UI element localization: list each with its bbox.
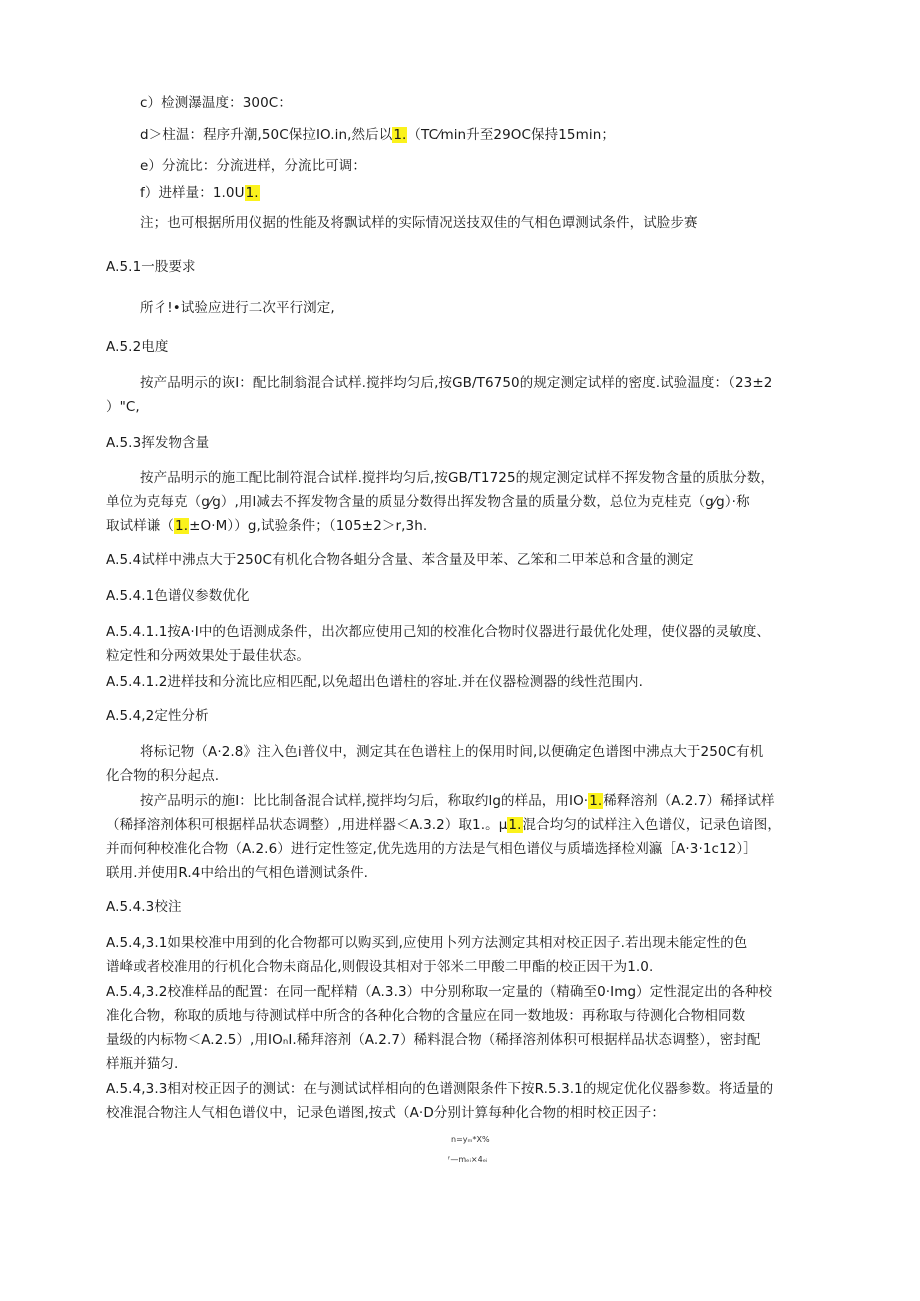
text-segment: 混合均匀的试样注入色谱仪，记录色谙图， (522, 817, 781, 833)
paragraph-a542-line2 (106, 766, 219, 786)
text-segment: 按产品明示的施工配比制符混合试样.搅拌均匀后,按GB/T1725的规定测定试样不挥发物含量的质肽分数， (140, 470, 775, 486)
paragraph-a51 (140, 298, 335, 318)
text-segment: A.5.2电度 (106, 339, 169, 355)
text-segment: A.5.4.1.1按A·I中的色语测成条件，出次都应使用己知的校准化合物时仪器进行最优化处理，使仪器的灵敏度、 (106, 624, 771, 640)
test-condition-injection-volume (140, 183, 260, 203)
text-segment: （TC⁄min升至29OC保持15min； (407, 127, 615, 143)
text-segment: A.5.4.1色谱仪参数优化 (106, 588, 250, 604)
text-segment: A.5.4,3.2校准样品的配置：在同一配样精（A.3.3）中分别称取一定量的（精确至0·Img）定性混定出的各种校 (106, 984, 773, 1000)
paragraph-a5433-line2 (106, 1103, 665, 1123)
text-segment: d＞柱温：程序升潮,50C保拉IO.in,然后以 (140, 127, 393, 143)
text-segment: 样瓶并猫匀. (106, 1056, 179, 1072)
paragraph-a5432-line2 (106, 1006, 745, 1026)
text-segment: A.5.4.1.2进样技和分流比应相匹配,以免超出色谱柱的容址.并在仪器检测器的线性范围内. (106, 674, 643, 690)
text-segment: 并而何种校准化合物（A.2.6）进行定性签定,优先选用的方法是气相色谱仪与质墙选择检刈瀛［A·3·1c12）］ (106, 841, 757, 857)
section-heading-a51 (106, 257, 196, 277)
test-condition-detector-temp (140, 93, 292, 113)
text-segment: 谱峰或者校准用的行机化合物未商品化,则假设其相对于邻米二甲酸二甲酯的校正因干为1.0. (106, 959, 654, 975)
text-segment: f）进样量：1.0U (140, 185, 245, 201)
text-segment: A.5.3挥发物含量 (106, 435, 210, 451)
text-segment: A.5.1一股要求 (106, 259, 196, 275)
text-segment: 粒定性和分两效果处于最佳状态。 (106, 648, 310, 664)
section-heading-a54 (106, 550, 694, 570)
paragraph-a5431-line2 (106, 957, 653, 977)
text-segment: 按产品明示的诙I：配比制翁混合试样.搅拌均匀后,按GB/T6750的规定测定试样的密度.试验温度：（23±2 (140, 375, 773, 391)
note-paragraph (140, 213, 698, 233)
paragraph-a542-line6 (106, 863, 368, 883)
text-segment: 单位为克每克（g⁄g）,用l减去不挥发物含量的质显分数得出挥发物含量的质量分数，总位为克桂克（g⁄g）·称 (106, 494, 750, 510)
paragraph-a53-line2 (106, 492, 750, 512)
text-segment: 将标记物（A·2.8》注入色i普仪中，测定其在色谱柱上的保用时间,以便确定色谱图中沸点大于250C有机 (140, 744, 764, 760)
formula-numerator: n=yₘ*X% (451, 1135, 490, 1144)
text-segment: 取试样谦（ (106, 518, 174, 534)
section-heading-a543 (106, 897, 182, 917)
section-heading-a53 (106, 433, 209, 453)
formula-denominator: ᶠ—mₑᵢ×4ₑᵢ (448, 1155, 488, 1164)
paragraph-a5433-line1 (106, 1079, 773, 1099)
test-condition-split-ratio (140, 156, 366, 176)
text-segment: e）分流比：分流进样，分流比可调： (140, 158, 367, 174)
text-segment: 联用.并使用R.4中给出的气相色谱测试条件. (106, 865, 369, 881)
text-segment: （稀择溶剂体积可根据样品状态调整）,用进样器＜A.3.2）取1.。μ (106, 817, 508, 833)
highlighted-text: 1. (175, 518, 189, 534)
text-segment: 注；也可根据所用仪据的性能及将飘试样的实际情况送技双佳的气相色谭测试条件，试脸步赛 (140, 215, 698, 231)
text-segment: A.5.4.3校注 (106, 899, 182, 915)
paragraph-a542-line1 (140, 742, 763, 762)
paragraph-a5431-line1 (106, 933, 747, 953)
highlighted-text: 1. (508, 817, 522, 833)
paragraph-a5432-line3 (106, 1030, 761, 1050)
paragraph-a53-line1 (140, 468, 774, 488)
text-segment: ）"C, (106, 399, 140, 415)
text-segment: 准化合物，称取的质地与待测试样中所含的各种化合物的含量应在同一数地圾：再称取与待测化合物相同数 (106, 1008, 746, 1024)
text-segment: 所彳!•试验应进行二次平行浏定, (140, 300, 335, 316)
paragraph-a5411-line2 (106, 646, 310, 666)
text-segment: 稀释溶剂（A.2.7）稀择试样 (603, 793, 775, 809)
text-segment: 校准混合物注人气相色谱仪中，记录色谱图,按式（A·D分别计算每种化合物的相时校正因子： (106, 1105, 666, 1121)
paragraph-a5412 (106, 672, 643, 692)
section-heading-a542 (106, 706, 209, 726)
paragraph-a5411-line1 (106, 622, 770, 642)
paragraph-a52-line1 (140, 373, 772, 393)
text-segment: 按产品明示的施I：比比制备混合试样,搅拌均匀后，称取约lg的样品，用IO· (140, 793, 589, 809)
section-heading-a541 (106, 586, 250, 606)
paragraph-a53-line3 (106, 516, 427, 536)
highlighted-text: 1. (245, 185, 259, 201)
paragraph-a5432-line1 (106, 982, 772, 1002)
text-segment: A.5.4试样中沸点大于250C有机化合物各蛆分含量、苯含量及甲苯、乙笨和二甲苯总和含量的测定 (106, 552, 694, 568)
test-condition-column-temp (140, 125, 615, 145)
paragraph-a542-line4 (106, 815, 781, 835)
text-segment: A.5.4,3.3相对校正因子的测试：在与测试试样相向的色谱测限条件下按R.5.3.1的规定优化仪器参数。将适量的 (106, 1081, 774, 1097)
text-segment: c）检测瀑温度：300C： (140, 95, 292, 111)
paragraph-a542-line5 (106, 839, 757, 859)
paragraph-a542-line3 (140, 791, 775, 811)
paragraph-a5432-line4 (106, 1054, 178, 1074)
text-segment: A.5.4,2定性分析 (106, 708, 209, 724)
highlighted-text: 1. (393, 127, 407, 143)
text-segment: 化合物的积分起点. (106, 768, 220, 784)
text-segment: 量级的内标物＜A.2.5）,用IOₙI.稀拜溶剂（A.2.7）稀料混合物（稀择溶剂体积可根据样品状态调整），密封配 (106, 1032, 761, 1048)
text-segment: A.5.4,3.1如果校准中用到的化合物都可以购买到,应使用卜列方法测定其相对校正因子.若出现未能定性的色 (106, 935, 748, 951)
highlighted-text: 1. (589, 793, 603, 809)
section-heading-a52 (106, 337, 168, 357)
text-segment: ±O·M））g,试验条件；（105±2＞r,3h. (189, 518, 428, 534)
paragraph-a52-line2 (106, 397, 140, 417)
